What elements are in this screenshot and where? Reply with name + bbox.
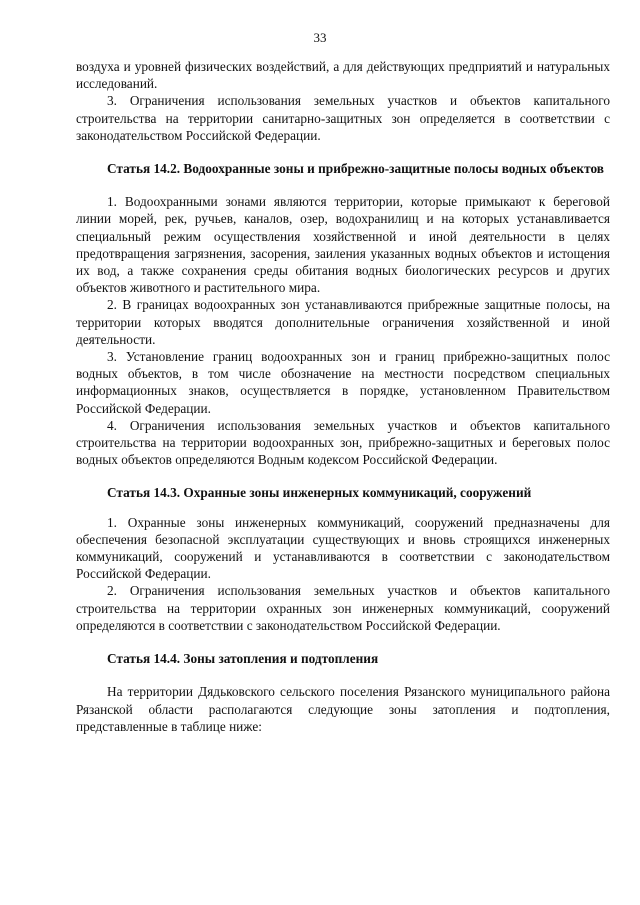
heading-article-14-2: Статья 14.2. Водоохранные зоны и прибрежно-защитные полосы водных объектов [107, 161, 604, 177]
paragraph-continuation: воздуха и уровней физических воздействий, а для действующих предприятий и натуральных исследований. [76, 59, 610, 92]
paragraph-zone-boundaries: 3. Установление границ водоохранных зон и границ прибрежно-защитных полос водных объектов, в том числе обозначение на местности посредством специальных информационных знаков, осуществляется в порядке, установленном Правительством Российской Федерации. [76, 349, 610, 416]
paragraph-sanitary-zone-restrictions: 3. Ограничения использования земельных участков и объектов капитального строительства на территории санитарно-защитных зон определяется в соответствии с законодательством Российской Федерации. [76, 93, 610, 143]
page-number: 33 [313, 30, 327, 45]
heading-article-14-3: Статья 14.3. Охранные зоны инженерных коммуникаций, сооружений [107, 485, 532, 501]
paragraph-flood-zones-intro: На территории Дядьковского сельского поселения Рязанского муниципального района Рязанской области располагаются следующие зоны затопления и подтопления, представленные в таблице ниже: [76, 684, 610, 734]
paragraph-engineering-zone-restrictions: 2. Ограничения использования земельных участков и объектов капитального строительства на территории охранных зон инженерных коммуникаций, сооружений определяются в соответствии с законодательством Российской Федерации. [76, 583, 610, 633]
heading-article-14-4: Статья 14.4. Зоны затопления и подтопления [107, 651, 379, 667]
document-body [76, 58, 610, 735]
paragraph-water-code-restrictions: 4. Ограничения использования земельных участков и объектов капитального строительства на территории водоохранных зон, прибрежно-защитных и береговых полос водных объектов определяются Водным кодексом Российской Федерации. [76, 417, 610, 468]
paragraph-water-protection-zones-definition: 1. Водоохранными зонами являются территории, которые примыкают к береговой линии морей, рек, ручьев, каналов, озер, водохранилищ и на которых устанавливается специальный режим осуществления хозяйственной и иной деятельности в целях предотвращения загрязнения, засорения, заиления указанных водных объектов и истощения их вод, а также сохранения среды обитания водных биологических ресурсов и других объектов животного и растительного мира. [76, 194, 610, 296]
paragraph-coastal-protection-strips: 2. В границах водоохранных зон устанавливаются прибрежные защитные полосы, на территории которых вводятся дополнительные ограничения хозяйственной и иной деятельности. [76, 297, 610, 347]
paragraph-engineering-protection-zones: 1. Охранные зоны инженерных коммуникаций, сооружений предназначены для обеспечения безопасной эксплуатации существующих и вновь строящихся инженерных коммуникаций, сооружений и устанавливаются в соответствии с законодательством Российской Федерации. [76, 514, 610, 582]
